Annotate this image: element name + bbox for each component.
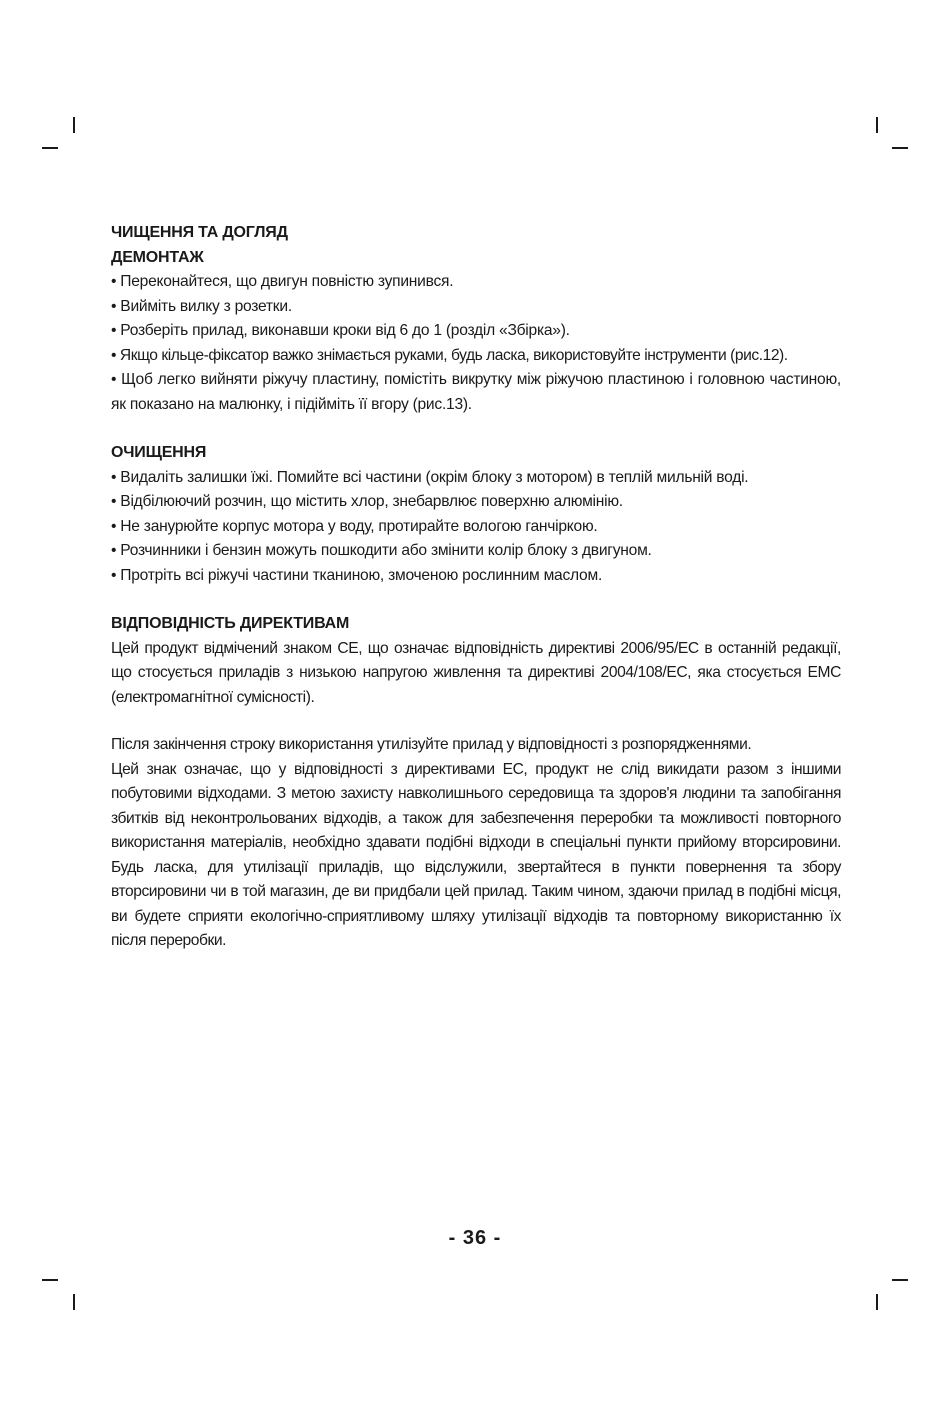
section-title-compliance: ВІДПОВІДНІСТЬ ДИРЕКТИВАМ: [111, 615, 350, 632]
list-item: • Щоб легко вийняти ріжучу пластину, помістіть викрутку між ріжучою пластиною і головною частиною, як показано на малюнку, і підійміть її вгору (рис.13).: [111, 371, 841, 413]
list-item: • Вийміть вилку з розетки.: [111, 297, 292, 315]
list-item: • Відбілюючий розчин, що містить хлор, знебарвлює поверхню алюмінію.: [111, 493, 623, 510]
crop-mark-bottom-left-vertical: [73, 1294, 75, 1310]
section-subtitle-disassembly: ДЕМОНТАЖ: [111, 248, 204, 266]
crop-mark-top-right-horizontal: [892, 147, 908, 149]
disposal-text: Цей знак означає, що у відповідності з директивами ЕС, продукт не слід викидати разом з іншими побутовими відходами. З метою захисту навколишнього середовища та здоров'я людини та запобігання збитків від неконтрольованих відходів, а також для забезпечення переробки та можливості повторного використання матеріалів, необхідно здавати подібні відходи в спеціальні пункти прийому вторсировини. Будь ласка, для утилізації приладів, що відслужили, звертайтеся в пункти повернення та збору вторсировини чи в той магазин, де ви придбали цей прилад. Таким чином, здаючи прилад в подібні місця, ви будете сприяти екологічно-сприятливому шляху утилізації відходів та повторному використанню їх після переробки.: [111, 760, 841, 949]
crop-mark-top-left-vertical: [73, 117, 75, 133]
list-item: • Розчинники і бензин можуть пошкодити або змінити колір блоку з двигуном.: [111, 542, 652, 559]
spacer: [111, 710, 841, 733]
page-number: - 36 -: [448, 1227, 502, 1249]
list-item: • Протріть всі ріжучі частини тканиною, змоченою рослинним маслом.: [111, 566, 603, 584]
list-item: • Не занурюйте корпус мотора у воду, протирайте вологою ганчіркою.: [111, 517, 598, 535]
crop-mark-bottom-right-horizontal: [892, 1279, 908, 1281]
crop-mark-top-left-horizontal: [42, 147, 58, 149]
section-title-cleaning-care: ЧИЩЕННЯ ТА ДОГЛЯД: [111, 224, 288, 241]
list-item: • Видаліть залишки їжі. Помийте всі частини (окрім блоку з мотором) в теплій мильній воді.: [111, 468, 749, 486]
compliance-text: Цей продукт відмічений знаком CE, що означає відповідність директиві 2006/95/ЕС в останній редакції, що стосується приладів з низькою напругою живлення та директиві 2004/108/ЕС, яка стосується ЕМС (електромагнітної сумісності).: [111, 639, 841, 706]
crop-mark-top-right-vertical: [876, 117, 878, 133]
section-disposal: [111, 733, 841, 954]
spacer: [111, 417, 841, 441]
list-item: • Розберіть прилад, виконавши кроки від 6 до 1 (розділ «Збірка»).: [111, 322, 570, 339]
crop-mark-bottom-left-horizontal: [42, 1279, 58, 1281]
list-item: • Переконайтеся, що двигун повністю зупинився.: [111, 273, 454, 290]
section-cleaning-care: [111, 221, 841, 417]
disposal-intro: Після закінчення строку використання утилізуйте прилад у відповідності з розпорядженнями.: [111, 736, 752, 753]
list-item: • Якщо кільце-фіксатор важко знімається руками, будь ласка, використовуйте інструменти (рис.12).: [111, 346, 788, 364]
section-cleaning: [111, 441, 841, 588]
section-title-cleaning: ОЧИЩЕННЯ: [111, 444, 207, 461]
spacer: [111, 588, 841, 612]
page-content: [111, 221, 841, 954]
crop-mark-bottom-right-vertical: [876, 1294, 878, 1310]
section-compliance: [111, 612, 841, 710]
